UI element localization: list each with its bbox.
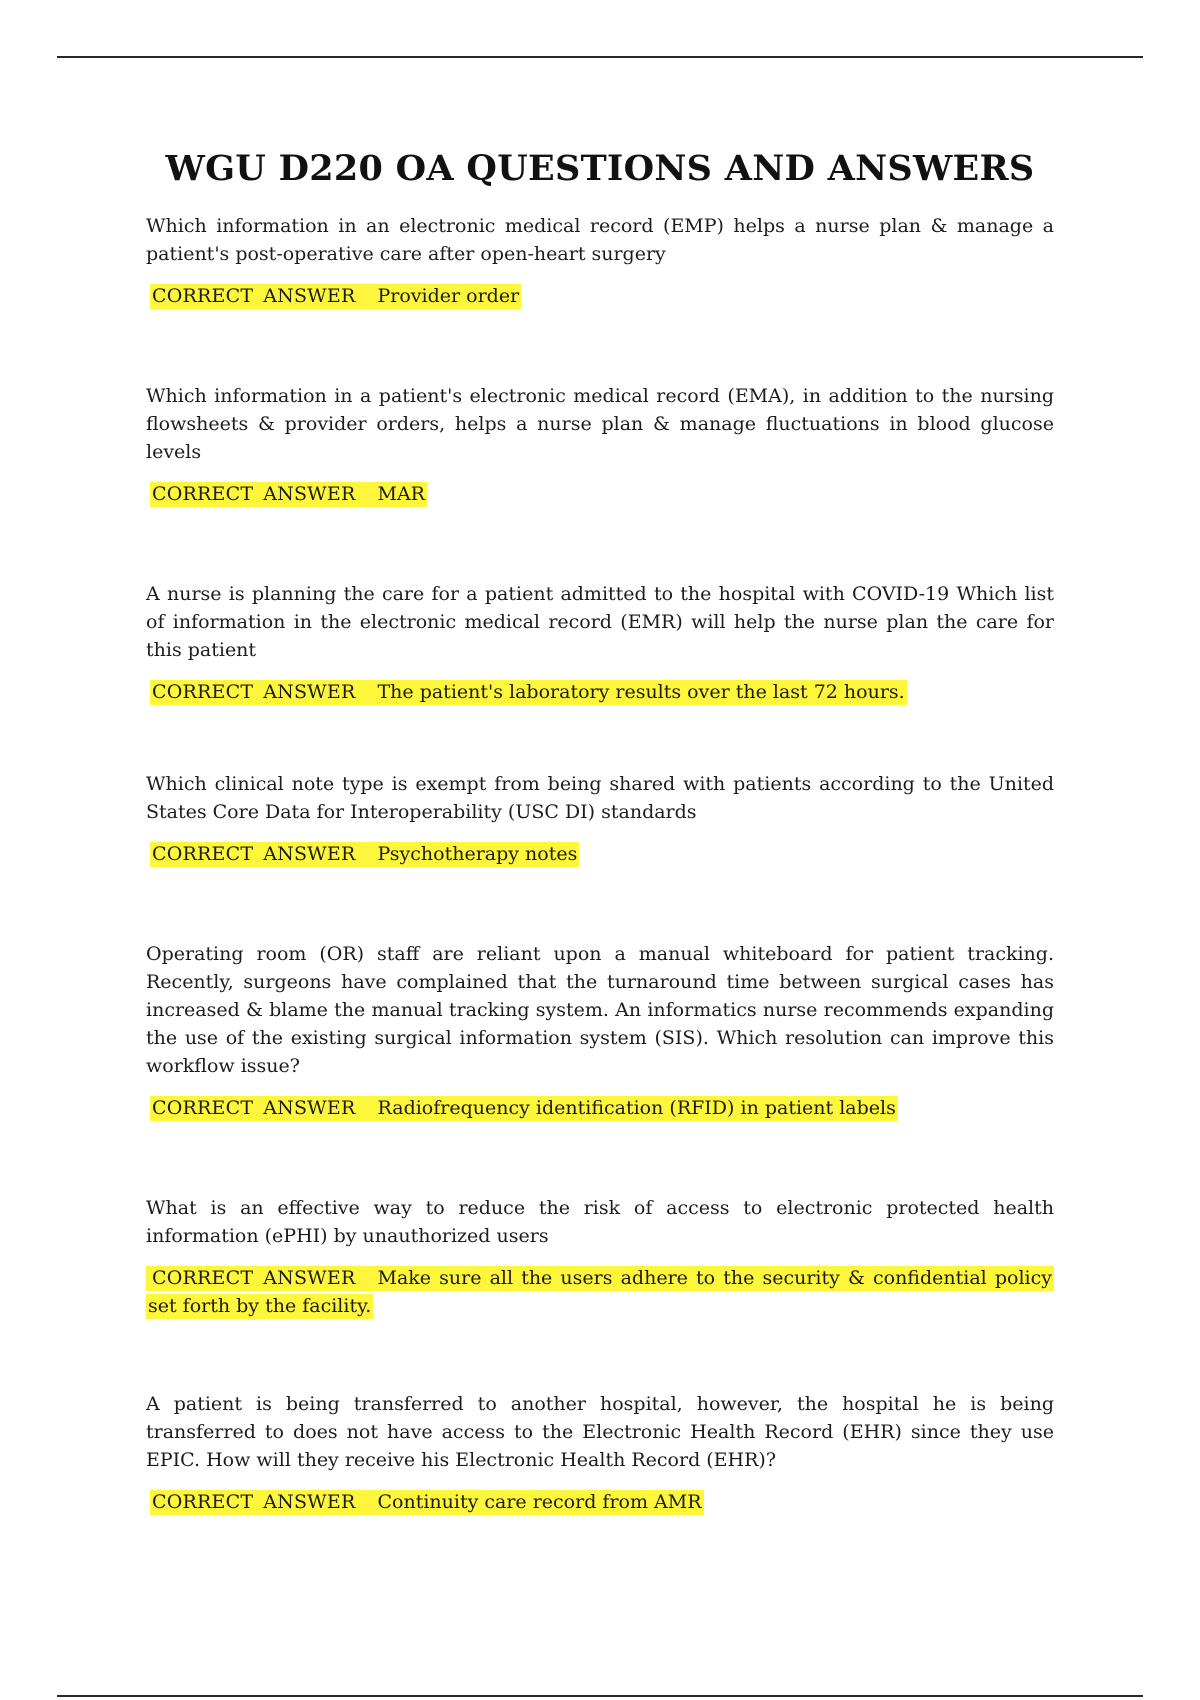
answer-line [146, 1264, 1054, 1320]
question-text: Which information in an electronic medical record (EMP) helps a nurse plan & manage a patient's post-operative care after open-heart surgery [146, 215, 1054, 265]
answer-line [146, 840, 1054, 868]
qa-item-1 [146, 212, 1054, 310]
answer-highlight [150, 482, 427, 507]
footer-rule [57, 1695, 1143, 1697]
answer-label: CORRECT ANSWER [152, 843, 356, 865]
qa-item-5 [146, 940, 1054, 1122]
answer-text: Make sure all the users adhere to the security & confidential policy set forth by the facility. [148, 1267, 1052, 1317]
answer-line [146, 678, 1054, 706]
document-title: WGU D220 OA QUESTIONS AND ANSWERS [165, 148, 1035, 189]
answer-line [146, 1094, 1054, 1122]
document-body [146, 142, 1054, 1516]
question-text: A patient is being transferred to another hospital, however, the hospital he is being transferred to does not have access to the Electronic Health Record (EHR) since they use EPIC. How will they receive his Electronic Health Record (EHR)? [146, 1393, 1054, 1471]
answer-highlight [146, 1266, 1054, 1319]
question-text: Which information in a patient's electronic medical record (EMA), in addition to the nursing flowsheets & provider orders, helps a nurse plan & manage fluctuations in blood glucose levels [146, 385, 1054, 463]
answer-label: CORRECT ANSWER [152, 285, 356, 307]
question-text: Operating room (OR) staff are reliant upon a manual whiteboard for patient tracking. Recently, surgeons have complained that the turnaround time between surgical cases has increased & blame the manual tracking system. An informatics nurse recommends expanding the use of the existing surgical information system (SIS). Which resolution can improve this workflow issue? [146, 943, 1054, 1077]
answer-highlight [150, 1490, 704, 1515]
qa-item-4 [146, 770, 1054, 868]
question-text: Which clinical note type is exempt from being shared with patients according to the United States Core Data for Interoperability (USC DI) standards [146, 773, 1054, 823]
answer-label: CORRECT ANSWER [152, 681, 356, 703]
qa-item-2 [146, 382, 1054, 508]
answer-highlight [150, 1096, 898, 1121]
qa-item-3 [146, 580, 1054, 706]
question-text: What is an effective way to reduce the risk of access to electronic protected health information (ePHI) by unauthorized users [146, 1197, 1054, 1247]
answer-highlight [150, 842, 579, 867]
answer-text: Psychotherapy notes [377, 843, 578, 865]
answer-highlight [150, 284, 521, 309]
answer-highlight [150, 680, 907, 705]
answer-line [146, 480, 1054, 508]
answer-text: Provider order [377, 285, 520, 307]
answer-text: Continuity care record from AMR [377, 1491, 702, 1513]
answer-text: The patient's laboratory results over the last 72 hours. [377, 681, 905, 703]
answer-label: CORRECT ANSWER [152, 1097, 356, 1119]
header-rule [57, 56, 1143, 58]
qa-item-7 [146, 1390, 1054, 1516]
qa-item-6 [146, 1194, 1054, 1320]
answer-line [146, 1488, 1054, 1516]
question-text: A nurse is planning the care for a patient admitted to the hospital with COVID-19 Which list of information in the electronic medical record (EMR) will help the nurse plan the care for this patient [146, 583, 1054, 661]
answer-line [146, 282, 1054, 310]
answer-label: CORRECT ANSWER [152, 1491, 356, 1513]
answer-label: CORRECT ANSWER [152, 1267, 356, 1289]
answer-text: MAR [377, 483, 425, 505]
answer-text: Radiofrequency identification (RFID) in patient labels [377, 1097, 896, 1119]
answer-label: CORRECT ANSWER [152, 483, 356, 505]
